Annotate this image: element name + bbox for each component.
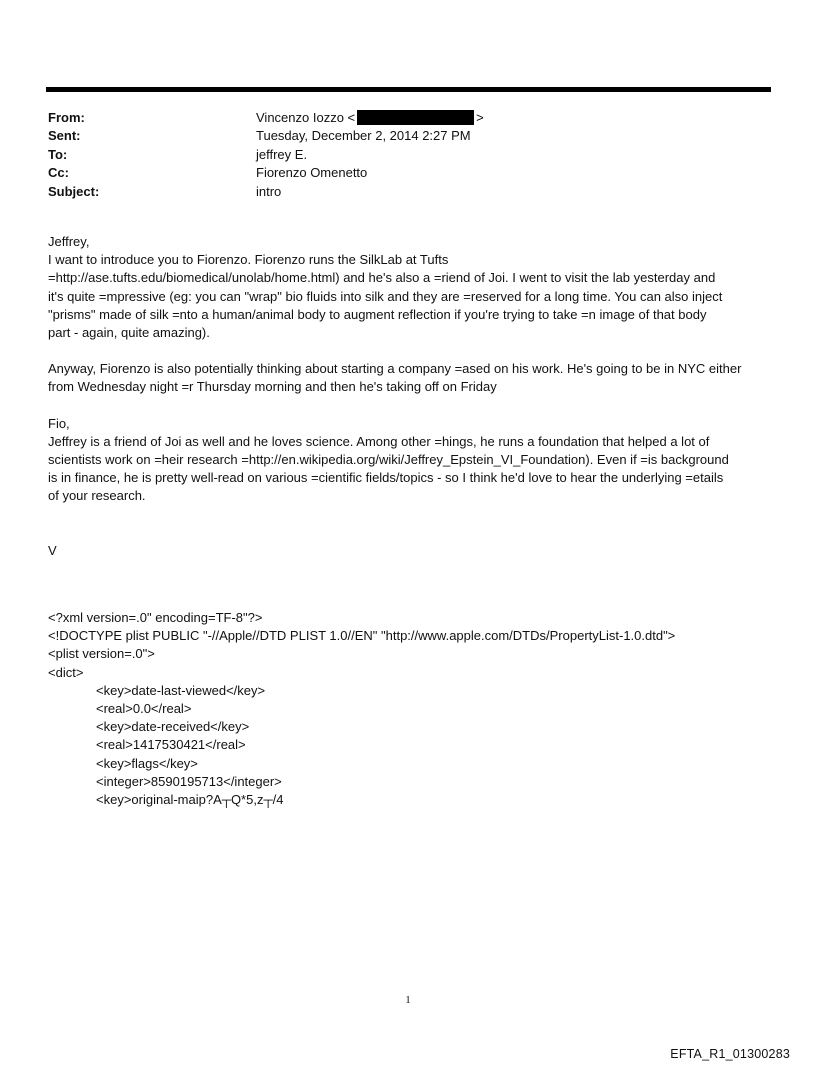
bates-number: EFTA_R1_01300283 [670, 1047, 790, 1061]
body-line: is in finance, he is pretty well-read on various =cientific fields/topics - so I think he'd love to hear the underlying =etails [48, 470, 724, 486]
cc-value: Fiorenzo Omenetto [256, 165, 368, 181]
from-label: From: [48, 109, 85, 125]
body-line: of your research. [48, 488, 146, 504]
email-header [48, 108, 768, 201]
xml-line: <plist version=.0"> [48, 646, 155, 662]
xml-line: <real>1417530421</real> [96, 737, 246, 753]
body-line: Jeffrey is a friend of Joi as well and he loves science. Among other =hings, he runs a foundation that helped a lot of [48, 433, 710, 449]
xml-block [48, 609, 770, 809]
greeting-2: Fio, [48, 415, 70, 431]
xml-line: <dict> [48, 664, 84, 680]
from-row [48, 108, 768, 127]
sent-row [48, 127, 768, 146]
from-name: Vincenzo Iozzo < [256, 109, 356, 125]
xml-line: <key>date-received</key> [96, 719, 250, 735]
sent-label: Sent: [48, 128, 81, 144]
sent-value: Tuesday, December 2, 2014 2:27 PM [256, 128, 471, 144]
body-line: scientists work on =heir research =http://en.wikipedia.org/wiki/Jeffrey_Epstein_VI_Foundation). Even if =is background [48, 452, 729, 468]
subject-row [48, 182, 768, 201]
top-rule [46, 87, 771, 92]
xml-line: <key>original-maip?A┬Q*5,z┬/4 [96, 792, 284, 808]
to-value: jeffrey E. [256, 146, 308, 162]
signature: V [48, 542, 57, 558]
xml-line: <?xml version=.0" encoding=TF-8"?> [48, 610, 263, 625]
to-row [48, 145, 768, 164]
redaction-bar [357, 110, 474, 125]
greeting: Jeffrey, [48, 234, 90, 249]
email-body [48, 233, 770, 560]
xml-line: <!DOCTYPE plist PUBLIC "-//Apple//DTD PLIST 1.0//EN" "http://www.apple.com/DTDs/PropertyList-1.0.dtd"> [48, 628, 676, 644]
body-line: it's quite =mpressive (eg: you can "wrap" bio fluids into silk and they are =reserved for a long time. You can also inject [48, 288, 723, 304]
xml-line: <key>flags</key> [96, 755, 198, 771]
body-line: =http://ase.tufts.edu/biomedical/unolab/home.html) and he's also a =riend of Joi. I went to visit the lab yesterday and [48, 270, 716, 286]
subject-label: Subject: [48, 183, 100, 199]
body-line: from Wednesday night =r Thursday morning and then he's taking off on Friday [48, 379, 497, 395]
body-line: "prisms" made of silk =nto a human/animal body to augment reflection if you're trying to take =n image of that body [48, 306, 707, 322]
xml-line: <key>date-last-viewed</key> [96, 682, 266, 698]
from-close: > [476, 109, 484, 125]
cc-label: Cc: [48, 165, 69, 181]
body-line: I want to introduce you to Fiorenzo. Fiorenzo runs the SilkLab at Tufts [48, 252, 449, 268]
to-label: To: [48, 146, 68, 162]
body-line: part - again, quite amazing). [48, 325, 210, 341]
page-number: 1 [405, 994, 411, 1006]
xml-line: <integer>8590195713</integer> [96, 773, 282, 789]
body-line: Anyway, Fiorenzo is also potentially thinking about starting a company =ased on his work. He's going to be in NYC either [48, 361, 742, 377]
from-value [256, 110, 484, 125]
xml-line: <real>0.0</real> [96, 701, 192, 717]
cc-row [48, 164, 768, 183]
subject-value: intro [256, 183, 282, 199]
